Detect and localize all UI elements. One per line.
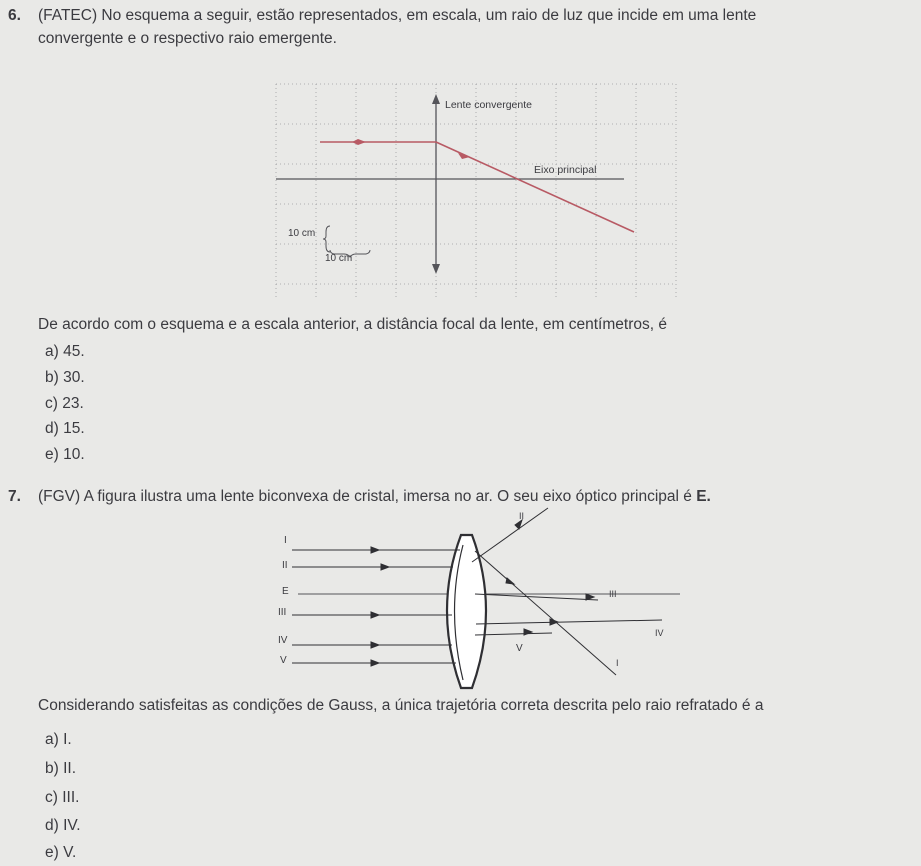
q7-label-in-IV: IV (278, 635, 288, 646)
q7-label-out-I: I (616, 658, 619, 668)
q6-scale-vertical: 10 cm (288, 228, 316, 239)
q7-lens (447, 535, 486, 688)
q6-option-d[interactable]: d) 15. (45, 420, 85, 437)
q7-option-e[interactable]: e) V. (45, 844, 77, 861)
q7-option-a[interactable]: a) I. (45, 731, 72, 748)
q6-option-b[interactable]: b) 30. (45, 369, 85, 386)
q7-label-in-I: I (284, 535, 287, 546)
q6-statement (8, 5, 756, 26)
q7-option-b[interactable]: b) II. (45, 760, 77, 777)
q7-prompt: Considerando satisfeitas as condições de Gauss, a única trajetória correta descrita pelo raio refratado é a (38, 697, 764, 714)
q6-incident-ray (320, 139, 436, 145)
q7-figure (270, 505, 690, 690)
q6-prompt: De acordo com o esquema e a escala anterior, a distância focal da lente, em centímetros, é (38, 316, 667, 333)
q6-lens-label: Lente convergente (445, 99, 532, 111)
q7-outgoing-rays (472, 508, 662, 675)
q7-label-out-III: III (609, 589, 617, 599)
q7-label-in-II: II (282, 560, 288, 571)
q6-number: 6. (8, 7, 21, 24)
q7-option-c[interactable]: c) III. (45, 789, 80, 806)
q6-axis-label: Eixo principal (534, 164, 597, 176)
q6-grid (276, 84, 676, 298)
q6-lens (432, 94, 440, 274)
q7-text-bold: E. (696, 488, 711, 505)
q6-scale-horizontal: 10 cm (325, 253, 353, 264)
q7-label-in-V: V (280, 655, 287, 666)
q7-label-out-II: II (519, 511, 525, 521)
q6-figure (262, 78, 692, 303)
q6-option-a[interactable]: a) 45. (45, 343, 85, 360)
q7-label-out-IV: IV (655, 628, 664, 638)
q7-statement (8, 486, 711, 507)
q7-incoming-rays (292, 547, 460, 666)
q6-option-c[interactable]: c) 23. (45, 395, 84, 412)
q6-option-e[interactable]: e) 10. (45, 446, 85, 463)
q7-option-d[interactable]: d) IV. (45, 817, 81, 834)
q7-label-in-III: III (278, 607, 287, 618)
q7-label-in-E: E (282, 586, 289, 597)
q7-label-out-V: V (516, 643, 523, 654)
q7-number: 7. (8, 488, 21, 505)
q7-text: (FGV) A figura ilustra uma lente biconvexa de cristal, imersa no ar. O seu eixo óptico principal é (38, 488, 692, 505)
q6-emergent-ray (436, 142, 634, 232)
q6-text-line2: convergente e o respectivo raio emergente. (38, 30, 337, 47)
q6-text-line1: (FATEC) No esquema a seguir, estão representados, em escala, um raio de luz que incide em uma lente (38, 7, 757, 24)
